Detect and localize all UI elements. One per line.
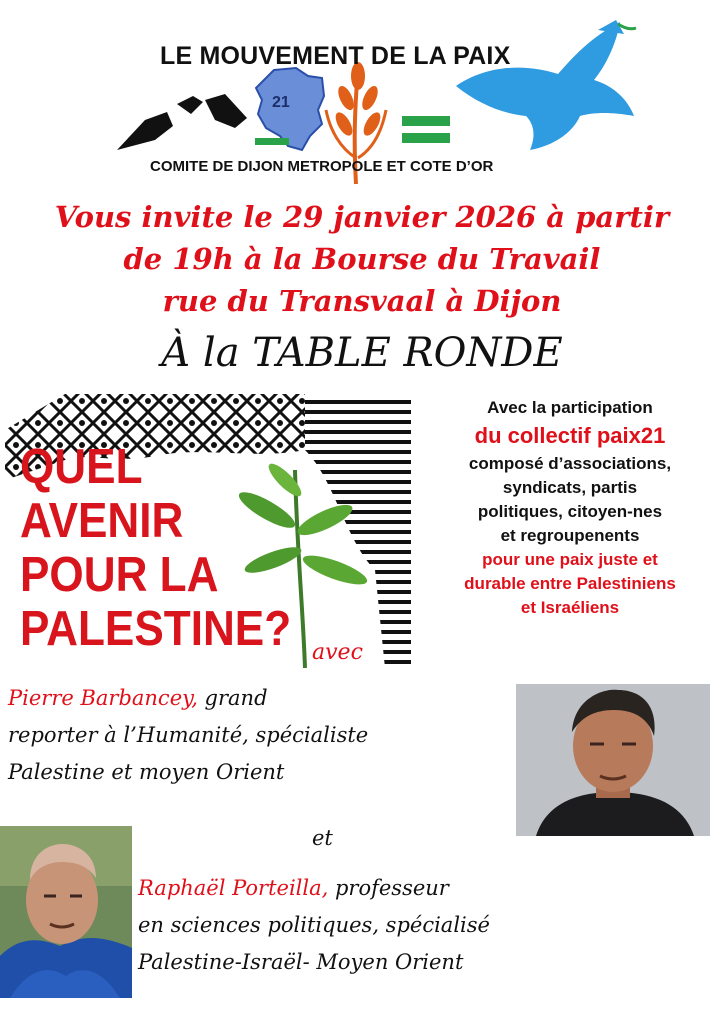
org-title: LE MOUVEMENT DE LA PAIX <box>160 42 511 70</box>
logo-number: 21 <box>272 94 290 111</box>
participation-line: syndicats, partis <box>502 478 638 497</box>
participation-line: politiques, citoyen-nes <box>477 502 663 521</box>
equals-icon-bottom <box>402 133 450 143</box>
poster-line: POUR LA <box>20 548 219 602</box>
speaker-1-desc: reporter à l’Humanité, spécialiste <box>8 723 369 747</box>
broken-bomb-icon <box>115 92 250 154</box>
speaker-1-desc: Palestine et moyen Orient <box>8 760 285 784</box>
peace-dove-icon <box>448 16 638 154</box>
speaker-2-name: Raphaël Porteilla, <box>138 876 329 900</box>
participation-line: pour une paix juste et <box>482 550 658 569</box>
poster-line: AVENIR <box>20 494 184 548</box>
poster-line: PALESTINE? <box>20 602 292 656</box>
speaker-1-photo <box>516 684 710 836</box>
participation-line: et Israéliens <box>520 598 620 617</box>
participation-line: et regroupenents <box>500 526 640 545</box>
avec-label: avec <box>312 640 363 665</box>
org-subtitle: COMITE DE DIJON METROPOLE ET COTE D’OR <box>150 158 494 175</box>
speaker-1-desc: grand <box>197 686 268 710</box>
poster-line: QUEL <box>20 440 143 494</box>
invitation-line: de 19h à la Bourse du Travail <box>123 242 601 276</box>
invitation-line: rue du Transvaal à Dijon <box>162 284 562 318</box>
participation-line: Avec la participation <box>487 398 653 417</box>
speaker-2-photo <box>0 826 132 998</box>
green-bar-icon <box>255 138 289 145</box>
speaker-2 <box>138 870 718 981</box>
participation-block <box>420 396 720 620</box>
speaker-2-desc: professeur <box>328 876 449 900</box>
participation-line: durable entre Palestiniens <box>464 574 676 593</box>
collectif-name: du collectif paix21 <box>474 423 666 448</box>
invitation-line: Vous invite le 29 janvier 2026 à partir <box>54 200 670 234</box>
invitation <box>0 196 724 322</box>
speaker-1-name: Pierre Barbancey, <box>8 686 198 710</box>
participation-line: composé d’associations, <box>468 454 672 473</box>
et-label: et <box>312 826 333 850</box>
headline: À la TABLE RONDE <box>161 330 563 376</box>
speaker-1 <box>8 680 518 791</box>
speaker-2-desc: Palestine-Israël- Moyen Orient <box>138 950 464 974</box>
poster-title <box>20 440 291 656</box>
equals-icon <box>402 116 450 126</box>
speaker-2-desc: en sciences politiques, spécialisé <box>138 913 490 937</box>
